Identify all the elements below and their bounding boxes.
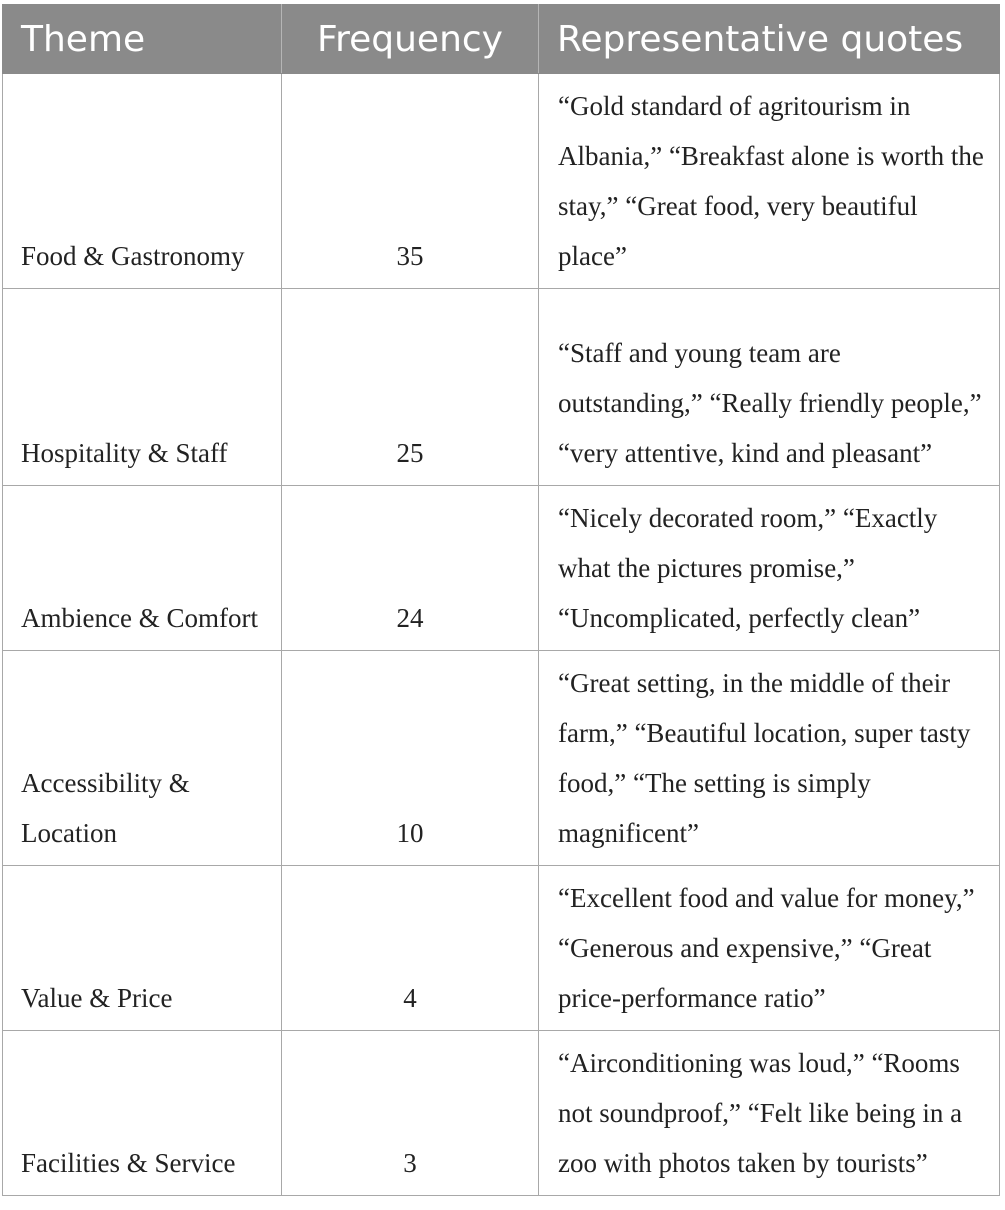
themes-table bbox=[2, 4, 1000, 1196]
cell-frequency: 35 bbox=[282, 74, 539, 289]
table-row bbox=[3, 651, 1000, 866]
cell-frequency: 3 bbox=[282, 1031, 539, 1196]
table-row bbox=[3, 74, 1000, 289]
cell-quotes: “Airconditioning was loud,” “Rooms not soundproof,” “Felt like being in a zoo with photos taken by tourists” bbox=[539, 1031, 1000, 1196]
cell-quotes: “Nicely decorated room,” “Exactly what the pictures promise,” “Uncomplicated, perfectly clean” bbox=[539, 486, 1000, 651]
cell-quotes: “Gold standard of agritourism in Albania,” “Breakfast alone is worth the stay,” “Great food, very beautiful place” bbox=[539, 74, 1000, 289]
table-header bbox=[3, 5, 1000, 74]
table-row bbox=[3, 486, 1000, 651]
cell-theme: Hospitality & Staff bbox=[3, 289, 282, 486]
cell-theme: Value & Price bbox=[3, 866, 282, 1031]
table-row bbox=[3, 289, 1000, 486]
header-quotes: Representative quotes bbox=[539, 5, 1000, 74]
cell-frequency: 4 bbox=[282, 866, 539, 1031]
cell-frequency: 25 bbox=[282, 289, 539, 486]
cell-quotes: “Staff and young team are outstanding,” “Really friendly people,” “very attentive, kind and pleasant” bbox=[539, 289, 1000, 486]
cell-theme: Food & Gastronomy bbox=[3, 74, 282, 289]
cell-quotes: “Excellent food and value for money,” “Generous and expensive,” “Great price-performance ratio” bbox=[539, 866, 1000, 1031]
header-frequency: Frequency bbox=[282, 5, 539, 74]
cell-frequency: 24 bbox=[282, 486, 539, 651]
cell-theme: Ambience & Comfort bbox=[3, 486, 282, 651]
header-theme: Theme bbox=[3, 5, 282, 74]
cell-quotes: “Great setting, in the middle of their farm,” “Beautiful location, super tasty food,” “The setting is simply magnificent” bbox=[539, 651, 1000, 866]
table-row bbox=[3, 1031, 1000, 1196]
cell-theme: Facilities & Service bbox=[3, 1031, 282, 1196]
cell-frequency: 10 bbox=[282, 651, 539, 866]
cell-theme: Accessibility & Location bbox=[3, 651, 282, 866]
table-body bbox=[3, 74, 1000, 1196]
table-row bbox=[3, 866, 1000, 1031]
header-row bbox=[3, 5, 1000, 74]
